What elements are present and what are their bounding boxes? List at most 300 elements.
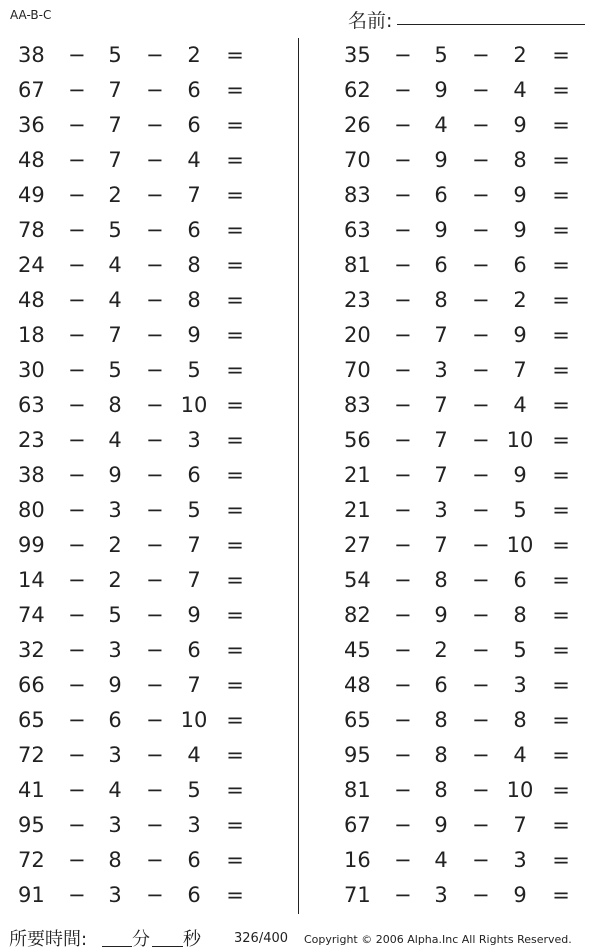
- equals-sign: =: [552, 78, 570, 102]
- minuend: 74: [18, 603, 45, 627]
- minuend: 62: [344, 78, 371, 102]
- equals-sign: =: [552, 463, 570, 487]
- subtrahend-1: 3: [108, 883, 122, 907]
- subtrahend-2: 4: [187, 743, 201, 767]
- minuend: 81: [344, 253, 371, 277]
- minus-sign: −: [68, 533, 86, 557]
- minus-sign: −: [394, 113, 412, 137]
- subtrahend-2: 9: [513, 463, 527, 487]
- subtrahend-1: 8: [434, 743, 448, 767]
- minus-sign: −: [394, 743, 412, 767]
- problem-row: [326, 214, 596, 249]
- subtrahend-1: 8: [434, 568, 448, 592]
- subtrahend-2: 4: [513, 78, 527, 102]
- subtrahend-1: 9: [108, 673, 122, 697]
- minus-sign: −: [146, 673, 164, 697]
- minuend: 24: [18, 253, 45, 277]
- subtrahend-2: 7: [187, 568, 201, 592]
- subtrahend-1: 2: [108, 568, 122, 592]
- subtrahend-2: 6: [513, 568, 527, 592]
- equals-sign: =: [552, 113, 570, 137]
- equals-sign: =: [552, 183, 570, 207]
- minus-sign: −: [68, 603, 86, 627]
- minus-sign: −: [146, 323, 164, 347]
- equals-sign: =: [552, 393, 570, 417]
- subtrahend-2: 7: [187, 673, 201, 697]
- subtrahend-1: 2: [108, 533, 122, 557]
- subtrahend-2: 7: [187, 183, 201, 207]
- minus-sign: −: [472, 708, 490, 732]
- minuend: 95: [18, 813, 45, 837]
- minus-sign: −: [394, 883, 412, 907]
- subtrahend-2: 10: [180, 393, 208, 417]
- subtrahend-1: 7: [108, 148, 122, 172]
- subtrahend-1: 4: [434, 848, 448, 872]
- subtrahend-2: 7: [187, 533, 201, 557]
- minus-sign: −: [146, 498, 164, 522]
- minus-sign: −: [394, 463, 412, 487]
- subtrahend-1: 3: [434, 498, 448, 522]
- subtrahend-1: 6: [434, 183, 448, 207]
- minus-sign: −: [68, 218, 86, 242]
- minus-sign: −: [146, 778, 164, 802]
- subtrahend-1: 3: [108, 498, 122, 522]
- minus-sign: −: [394, 183, 412, 207]
- minus-sign: −: [394, 603, 412, 627]
- subtrahend-2: 2: [513, 43, 527, 67]
- minus-sign: −: [68, 393, 86, 417]
- minus-sign: −: [394, 568, 412, 592]
- subtrahend-1: 4: [108, 428, 122, 452]
- minuend: 38: [18, 463, 45, 487]
- problem-row: [326, 284, 596, 319]
- minuend: 91: [18, 883, 45, 907]
- minus-sign: −: [146, 78, 164, 102]
- subtrahend-1: 7: [108, 113, 122, 137]
- minus-sign: −: [472, 848, 490, 872]
- minus-sign: −: [146, 603, 164, 627]
- equals-sign: =: [552, 218, 570, 242]
- minuend: 32: [18, 638, 45, 662]
- subtrahend-1: 8: [108, 848, 122, 872]
- equals-sign: =: [552, 673, 570, 697]
- minus-sign: −: [472, 358, 490, 382]
- minuend: 81: [344, 778, 371, 802]
- subtrahend-2: 6: [187, 218, 201, 242]
- problem-row: [326, 529, 596, 564]
- equals-sign: =: [226, 253, 244, 277]
- minus-sign: −: [68, 183, 86, 207]
- subtrahend-1: 8: [108, 393, 122, 417]
- subtrahend-2: 9: [513, 183, 527, 207]
- problem-row: [0, 354, 270, 389]
- copyright: Copyright © 2006 Alpha.Inc All Rights Reserved.: [304, 933, 572, 946]
- problem-row: [0, 739, 270, 774]
- minus-sign: −: [68, 778, 86, 802]
- minus-sign: −: [472, 428, 490, 452]
- name-underline: [397, 24, 585, 25]
- problem-row: [326, 144, 596, 179]
- equals-sign: =: [552, 813, 570, 837]
- equals-sign: =: [552, 848, 570, 872]
- problem-row: [326, 844, 596, 879]
- equals-sign: =: [226, 673, 244, 697]
- minus-sign: −: [394, 673, 412, 697]
- subtrahend-1: 4: [108, 253, 122, 277]
- subtrahend-1: 4: [108, 288, 122, 312]
- subtrahend-2: 9: [187, 323, 201, 347]
- subtrahend-1: 6: [434, 253, 448, 277]
- minus-sign: −: [472, 568, 490, 592]
- minus-sign: −: [146, 743, 164, 767]
- subtrahend-2: 4: [513, 393, 527, 417]
- minus-sign: −: [472, 673, 490, 697]
- minuend: 16: [344, 848, 371, 872]
- minus-sign: −: [146, 148, 164, 172]
- equals-sign: =: [552, 603, 570, 627]
- minus-sign: −: [394, 428, 412, 452]
- equals-sign: =: [226, 113, 244, 137]
- minuend: 63: [344, 218, 371, 242]
- minuend: 30: [18, 358, 45, 382]
- equals-sign: =: [552, 428, 570, 452]
- column-divider: [298, 38, 299, 914]
- subtrahend-1: 7: [434, 393, 448, 417]
- minus-sign: −: [472, 218, 490, 242]
- subtrahend-2: 3: [187, 428, 201, 452]
- left-problem-column: [0, 39, 270, 914]
- problem-row: [0, 669, 270, 704]
- subtrahend-1: 4: [108, 778, 122, 802]
- minus-sign: −: [68, 78, 86, 102]
- minus-sign: −: [394, 533, 412, 557]
- minuend: 23: [18, 428, 45, 452]
- subtrahend-1: 8: [434, 288, 448, 312]
- subtrahend-2: 5: [187, 498, 201, 522]
- equals-sign: =: [226, 708, 244, 732]
- minuend: 66: [18, 673, 45, 697]
- subtrahend-2: 7: [513, 813, 527, 837]
- subtrahend-2: 6: [187, 113, 201, 137]
- subtrahend-1: 3: [434, 883, 448, 907]
- subtrahend-1: 9: [434, 603, 448, 627]
- subtrahend-1: 5: [108, 358, 122, 382]
- minuend: 41: [18, 778, 45, 802]
- minuend: 70: [344, 358, 371, 382]
- equals-sign: =: [226, 218, 244, 242]
- subtrahend-1: 9: [434, 78, 448, 102]
- problem-row: [326, 809, 596, 844]
- equals-sign: =: [226, 848, 244, 872]
- minuend: 27: [344, 533, 371, 557]
- minus-sign: −: [394, 358, 412, 382]
- minuend: 72: [18, 743, 45, 767]
- problem-row: [0, 844, 270, 879]
- minus-sign: −: [68, 498, 86, 522]
- minus-sign: −: [146, 463, 164, 487]
- minus-sign: −: [68, 708, 86, 732]
- name-label: 名前:: [348, 10, 393, 32]
- minus-sign: −: [146, 393, 164, 417]
- problem-row: [326, 39, 596, 74]
- problem-row: [326, 669, 596, 704]
- equals-sign: =: [226, 883, 244, 907]
- minus-sign: −: [146, 358, 164, 382]
- minuend: 83: [344, 393, 371, 417]
- subtrahend-2: 8: [187, 253, 201, 277]
- problem-row: [326, 249, 596, 284]
- equals-sign: =: [552, 743, 570, 767]
- subtrahend-2: 6: [187, 638, 201, 662]
- subtrahend-2: 8: [187, 288, 201, 312]
- minus-sign: −: [146, 183, 164, 207]
- problem-row: [0, 459, 270, 494]
- minuend: 65: [18, 708, 45, 732]
- equals-sign: =: [552, 253, 570, 277]
- seconds-underline: [152, 946, 183, 947]
- problem-row: [326, 879, 596, 914]
- minus-sign: −: [146, 568, 164, 592]
- minus-sign: −: [68, 428, 86, 452]
- problem-row: [0, 389, 270, 424]
- minuend: 67: [18, 78, 45, 102]
- minus-sign: −: [394, 148, 412, 172]
- minuend: 35: [344, 43, 371, 67]
- right-problem-column: [326, 39, 596, 914]
- problem-row: [326, 494, 596, 529]
- problem-row: [0, 214, 270, 249]
- problem-row: [326, 389, 596, 424]
- minus-sign: −: [68, 288, 86, 312]
- minus-sign: −: [68, 883, 86, 907]
- equals-sign: =: [226, 288, 244, 312]
- equals-sign: =: [226, 358, 244, 382]
- equals-sign: =: [226, 463, 244, 487]
- equals-sign: =: [226, 778, 244, 802]
- subtrahend-2: 8: [513, 148, 527, 172]
- equals-sign: =: [552, 708, 570, 732]
- equals-sign: =: [552, 638, 570, 662]
- minus-sign: −: [394, 323, 412, 347]
- subtrahend-2: 7: [513, 358, 527, 382]
- minus-sign: −: [394, 498, 412, 522]
- minus-sign: −: [146, 43, 164, 67]
- minus-sign: −: [146, 253, 164, 277]
- seconds-label: 秒: [183, 929, 201, 950]
- equals-sign: =: [552, 43, 570, 67]
- problem-row: [326, 319, 596, 354]
- minuend: 67: [344, 813, 371, 837]
- equals-sign: =: [226, 323, 244, 347]
- minuend: 72: [18, 848, 45, 872]
- subtrahend-2: 6: [187, 883, 201, 907]
- minus-sign: −: [472, 78, 490, 102]
- subtrahend-2: 10: [180, 708, 208, 732]
- minus-sign: −: [146, 288, 164, 312]
- minus-sign: −: [68, 568, 86, 592]
- subtrahend-1: 3: [108, 743, 122, 767]
- minuend: 14: [18, 568, 45, 592]
- equals-sign: =: [552, 498, 570, 522]
- problem-row: [0, 599, 270, 634]
- subtrahend-2: 4: [513, 743, 527, 767]
- subtrahend-2: 10: [506, 428, 534, 452]
- subtrahend-2: 5: [187, 778, 201, 802]
- minus-sign: −: [394, 708, 412, 732]
- minus-sign: −: [394, 253, 412, 277]
- minuend: 48: [344, 673, 371, 697]
- subtrahend-1: 9: [434, 148, 448, 172]
- minus-sign: −: [68, 358, 86, 382]
- subtrahend-2: 6: [187, 848, 201, 872]
- equals-sign: =: [552, 288, 570, 312]
- subtrahend-2: 3: [187, 813, 201, 837]
- minuend: 20: [344, 323, 371, 347]
- subtrahend-1: 7: [434, 323, 448, 347]
- subtrahend-2: 6: [513, 253, 527, 277]
- problem-row: [326, 424, 596, 459]
- minus-sign: −: [472, 323, 490, 347]
- minus-sign: −: [472, 183, 490, 207]
- problem-row: [326, 599, 596, 634]
- problem-row: [0, 529, 270, 564]
- minuend: 36: [18, 113, 45, 137]
- subtrahend-1: 3: [108, 813, 122, 837]
- equals-sign: =: [226, 393, 244, 417]
- problem-row: [326, 774, 596, 809]
- subtrahend-2: 5: [187, 358, 201, 382]
- minus-sign: −: [472, 743, 490, 767]
- subtrahend-1: 6: [108, 708, 122, 732]
- subtrahend-2: 3: [513, 848, 527, 872]
- minutes-underline: [102, 946, 132, 947]
- subtrahend-2: 9: [187, 603, 201, 627]
- subtrahend-1: 7: [108, 323, 122, 347]
- subtrahend-1: 8: [434, 778, 448, 802]
- subtrahend-2: 2: [187, 43, 201, 67]
- minus-sign: −: [472, 498, 490, 522]
- equals-sign: =: [226, 533, 244, 557]
- equals-sign: =: [226, 43, 244, 67]
- minuend: 48: [18, 288, 45, 312]
- subtrahend-2: 4: [187, 148, 201, 172]
- problem-row: [0, 494, 270, 529]
- minus-sign: −: [472, 463, 490, 487]
- equals-sign: =: [552, 358, 570, 382]
- problem-row: [326, 564, 596, 599]
- subtrahend-1: 7: [434, 533, 448, 557]
- equals-sign: =: [226, 568, 244, 592]
- problem-row: [326, 739, 596, 774]
- problem-row: [0, 634, 270, 669]
- minus-sign: −: [472, 288, 490, 312]
- minuend: 38: [18, 43, 45, 67]
- subtrahend-2: 10: [506, 778, 534, 802]
- minus-sign: −: [472, 883, 490, 907]
- minus-sign: −: [394, 778, 412, 802]
- minus-sign: −: [394, 43, 412, 67]
- equals-sign: =: [226, 148, 244, 172]
- problem-row: [0, 879, 270, 914]
- minuend: 54: [344, 568, 371, 592]
- problem-row: [0, 249, 270, 284]
- minus-sign: −: [146, 218, 164, 242]
- minuend: 45: [344, 638, 371, 662]
- subtrahend-1: 3: [108, 638, 122, 662]
- minuend: 82: [344, 603, 371, 627]
- equals-sign: =: [552, 533, 570, 557]
- minuend: 23: [344, 288, 371, 312]
- problem-row: [0, 424, 270, 459]
- minuend: 78: [18, 218, 45, 242]
- equals-sign: =: [552, 148, 570, 172]
- subtrahend-1: 7: [108, 78, 122, 102]
- minus-sign: −: [68, 148, 86, 172]
- minus-sign: −: [68, 638, 86, 662]
- subtrahend-1: 6: [434, 673, 448, 697]
- minus-sign: −: [146, 113, 164, 137]
- minuend: 95: [344, 743, 371, 767]
- problem-row: [0, 39, 270, 74]
- minus-sign: −: [146, 883, 164, 907]
- minuend: 21: [344, 463, 371, 487]
- equals-sign: =: [226, 78, 244, 102]
- minuend: 21: [344, 498, 371, 522]
- minus-sign: −: [68, 813, 86, 837]
- problem-row: [0, 74, 270, 109]
- equals-sign: =: [226, 183, 244, 207]
- minus-sign: −: [394, 393, 412, 417]
- problem-row: [326, 179, 596, 214]
- subtrahend-2: 6: [187, 78, 201, 102]
- minus-sign: −: [68, 113, 86, 137]
- subtrahend-1: 3: [434, 358, 448, 382]
- minuend: 99: [18, 533, 45, 557]
- subtrahend-1: 7: [434, 428, 448, 452]
- minuend: 80: [18, 498, 45, 522]
- equals-sign: =: [226, 638, 244, 662]
- minus-sign: −: [68, 43, 86, 67]
- subtrahend-1: 2: [434, 638, 448, 662]
- subtrahend-2: 5: [513, 638, 527, 662]
- minus-sign: −: [146, 428, 164, 452]
- subtrahend-1: 7: [434, 463, 448, 487]
- subtrahend-1: 2: [108, 183, 122, 207]
- problem-row: [0, 179, 270, 214]
- subtrahend-2: 6: [187, 463, 201, 487]
- subtrahend-1: 9: [434, 813, 448, 837]
- minuend: 65: [344, 708, 371, 732]
- minus-sign: −: [68, 848, 86, 872]
- minus-sign: −: [472, 638, 490, 662]
- problem-row: [326, 354, 596, 389]
- subtrahend-2: 5: [513, 498, 527, 522]
- equals-sign: =: [226, 498, 244, 522]
- minus-sign: −: [472, 778, 490, 802]
- minus-sign: −: [146, 848, 164, 872]
- subtrahend-2: 2: [513, 288, 527, 312]
- subtrahend-1: 8: [434, 708, 448, 732]
- minus-sign: −: [68, 253, 86, 277]
- minus-sign: −: [146, 813, 164, 837]
- minus-sign: −: [394, 288, 412, 312]
- equals-sign: =: [552, 778, 570, 802]
- minus-sign: −: [146, 533, 164, 557]
- problem-row: [0, 319, 270, 354]
- minus-sign: −: [394, 638, 412, 662]
- worksheet-code: AA-B-C: [10, 8, 52, 22]
- minuend: 26: [344, 113, 371, 137]
